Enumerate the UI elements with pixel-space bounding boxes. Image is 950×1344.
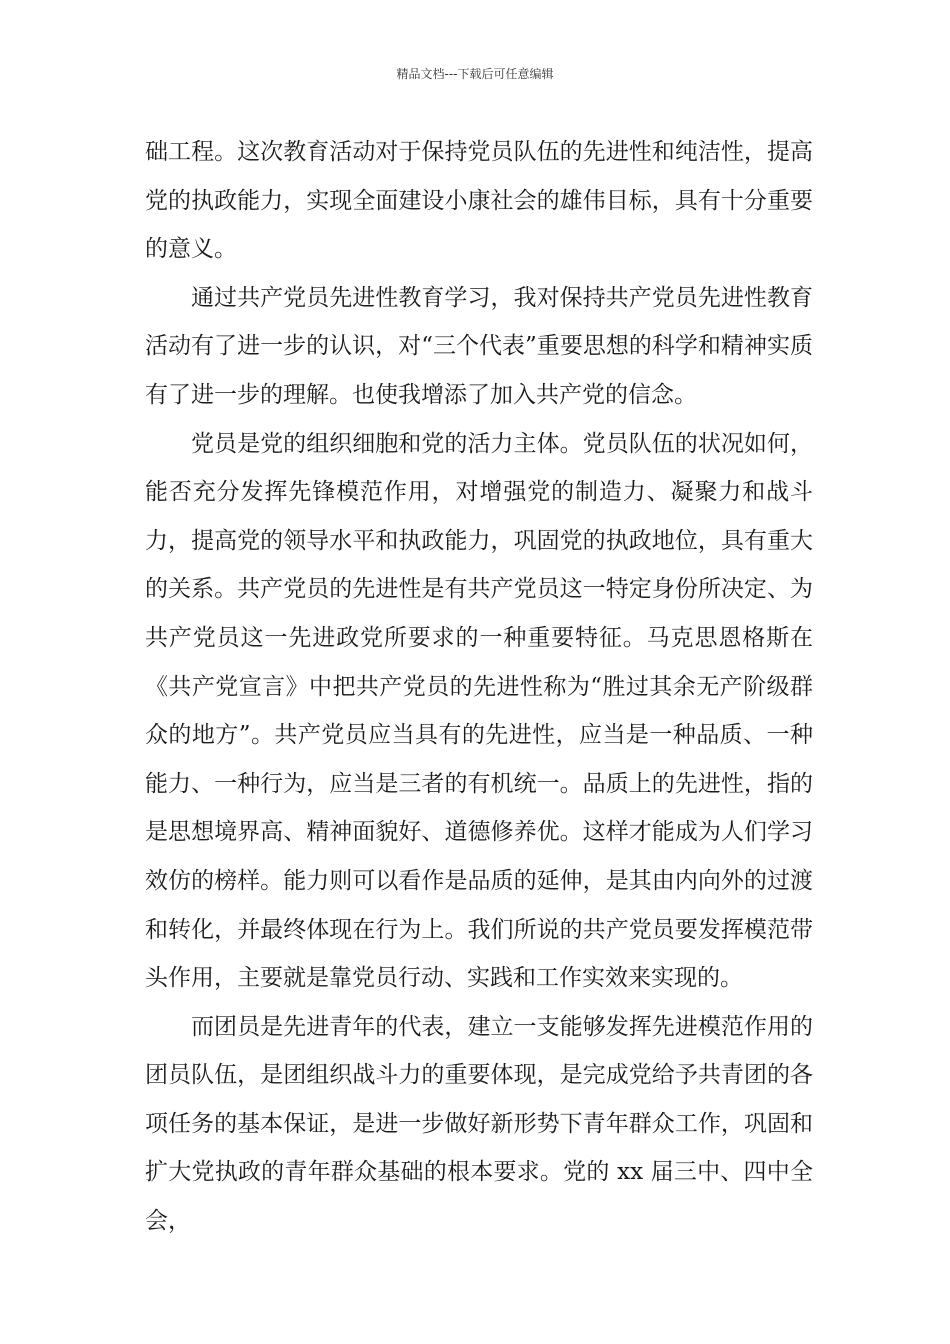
paragraph-3: 党员是党的组织细胞和党的活力主体。党员队伍的状况如何，能否充分发挥先锋模范作用，对增强党的制造力、凝聚力和战斗力，提高党的领导水平和执政能力，巩固党的执政地位，具有重大的关系。共产党员的先进性是有共产党员这一特定身份所决定、为共产党员这一先进政党所要求的一种重要特征。马克思恩格斯在《共产党宣言》中把共产党员的先进性称为“胜过其余无产阶级群众的地方”。共产党员应当具有的先进性，应当是一种品质、一种能力、一种行为，应当是三者的有机统一。品质上的先进性，指的是思想境界高、精神面貌好、道德修养优。这样才能成为人们学习效仿的榜样。能力则可以看作是品质的延伸，是其由内向外的过渡和转化，并最终体现在行为上。我们所说的共产党员要发挥模范带头作用，主要就是靠党员行动、实践和工作实效来实现的。 [145,430,813,992]
paragraph-2: 通过共产党员先进性教育学习，我对保持共产党员先进性教育活动有了进一步的认识，对“三个代表”重要思想的科学和精神实质有了进一步的理解。也使我增添了加入共产党的信念。 [145,284,813,408]
paragraph-1: 础工程。这次教育活动对于保持党员队伍的先进性和纯洁性，提高党的执政能力，实现全面建设小康社会的雄伟目标，具有十分重要的意义。 [145,139,813,263]
page-header: 精品文档---下载后可任意编辑 [396,67,554,81]
paragraph-4: 而团员是先进青年的代表，建立一支能够发挥先进模范作用的团员队伍，是团组织战斗力的重要体现，是完成党给予共青团的各项任务的基本保证，是进一步做好新形势下青年群众工作，巩固和扩大党执政的青年群众基础的根本要求。党的 xx 届三中、四中全会， [145,1013,813,1235]
document-body [145,128,813,1246]
